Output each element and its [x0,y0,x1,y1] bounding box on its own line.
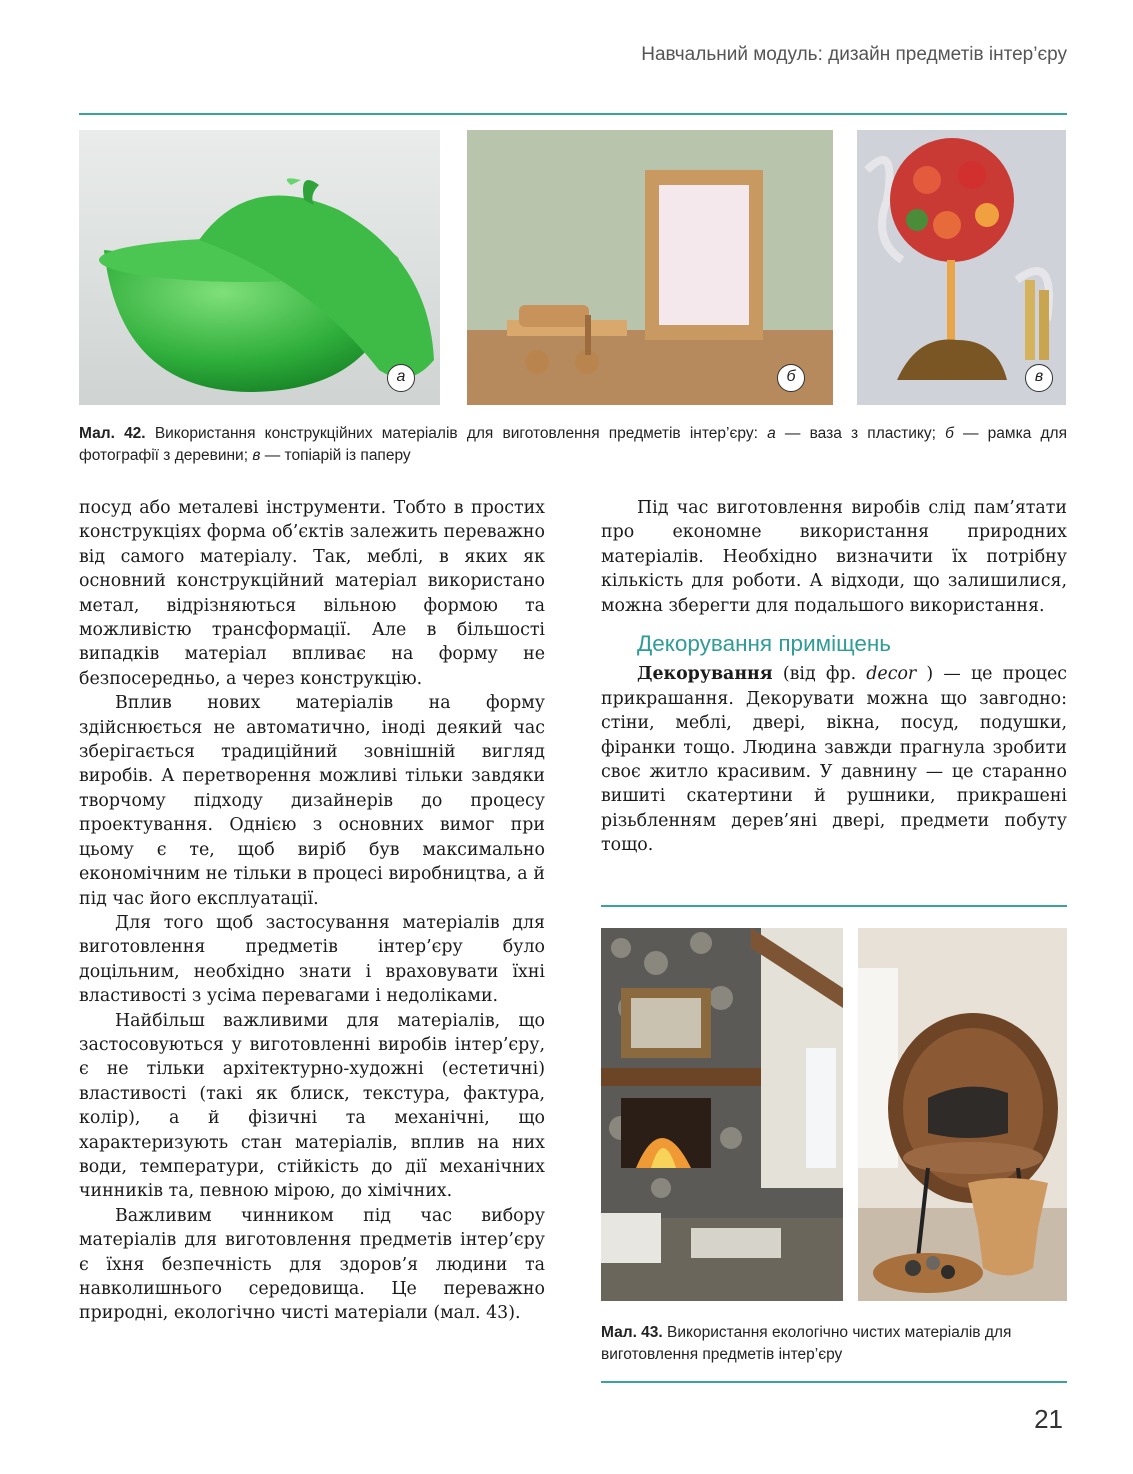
figure-43-caption [601,1322,1067,1366]
right-paragraph-2 [601,662,1067,857]
photo-stone-fireplace [601,928,843,1301]
figure-43-text: Використання екологічно чистих матеріалів для виготовлення предметів інтер’єру [601,1324,1012,1363]
figure-42-text-1: Використання конструкційних матеріалів для виготовлення предметів інтер’єру: [145,425,768,442]
figure-43-top-rule [601,905,1067,907]
figure-42-c: в [252,447,261,464]
figure-42-label: Мал. 42. [79,425,146,442]
left-paragraph-2: Вплив нових матеріалів на форму здійснюється не автоматично, іноді деякий час зберігається традиційний зовнішній вигляд виробів. А перетворення можливі тільки завдяки творчому підходу дизайнерів до процесу проектування. Однією з основних вимог при цьому є те, щоб виріб був максимально економічним не тільки в процесі виробництва, а й під час його експлуатації. [79,693,545,909]
figure-42-text-2: — ваза з пластику; [775,425,946,442]
photo-green-vase [79,130,440,405]
figure-42-a: а [767,425,776,442]
figure-42-b: б [945,425,954,442]
right-paragraph-2-part-b: ) — це процес прикрашання. Декорувати можна що завгодно: стіни, меблі, двері, вікна, посуд, подушки, фіранки тощо. Людина завжди прагнула зробити своє житло красивим. У давнину — це старанно вишиті скатертини й рушники, прикрашені різьбленням дерев’яні двері, предмети побуту тощо. [601,664,1068,856]
left-paragraph-1: посуд або металеві інструменти. Тобто в простих конструкціях форма об’єктів залежить переважно від самого матеріалу. Так, меблі, в яких як основний конструкційний матеріал використано метал, відрізняються вільною формою та можливістю трансформації. Але в більшості випадків матеріал впливає на форму не безпосередньо, а через конструкцію. [79,498,545,689]
term-decorating: Декорування [637,664,773,685]
right-column [601,496,1067,858]
section-heading: Декорування приміщень [637,631,892,657]
figure-43-bottom-rule [601,1381,1067,1383]
right-paragraph-1: Під час виготовлення виробів слід пам’ятати про економне використання природних матеріалів. Необхідно визначити їх потрібну кількість для роботи. А відходи, що залишилися, можна зберегти для подальшого використання. [601,498,1067,616]
left-paragraph-5: Важливим чинником під час вибору матеріалів для виготовлення предметів інтер’єру є їхня безпечність для здоров’я людини та навколишнього середовища. Це переважно природні, екологічно чисті матеріали (мал. 43). [79,1205,545,1324]
left-column [79,496,545,1326]
left-paragraph-3: Для того щоб застосування матеріалів для виготовлення предметів інтер’єру було доцільним, необхідно знати і враховувати їхні властивості з усіма перевагами і недоліками. [79,912,545,1007]
right-paragraph-2-part-a: (від фр. [772,664,867,685]
figure-42-caption [79,423,1067,467]
figure-badge-b: б [777,364,805,392]
foreign-word: decor [866,664,917,685]
photo-wooden-frame [467,130,833,405]
left-paragraph-4: Найбільш важливими для матеріалів, що застосовуються у виготовленні виробів інтер’єру, є не тільки архітектурно-художні (естетичні) властивості (такі як блиск, текстура, фактура, колір), а й фізичні та механічні, що характеризують стан матеріалів, вплив на них води, температури, стійкість до дії механічних чинників та, певною мірою, до хімічних. [79,1010,545,1202]
figure-43-label: Мал. 43. [601,1324,663,1341]
running-head: Навчальний модуль: дизайн предметів інтер’єру [641,44,1067,65]
figure-badge-c: в [1025,364,1053,392]
header-rule [79,113,1067,115]
figure-42-text-4: — топіарій із паперу [260,447,411,464]
photo-wicker-chair [858,928,1067,1301]
figure-42-text-3: — рамка для фотографії з деревини; [79,425,1067,464]
figure-badge-a: а [387,364,415,392]
page-number: 21 [1034,1404,1063,1434]
